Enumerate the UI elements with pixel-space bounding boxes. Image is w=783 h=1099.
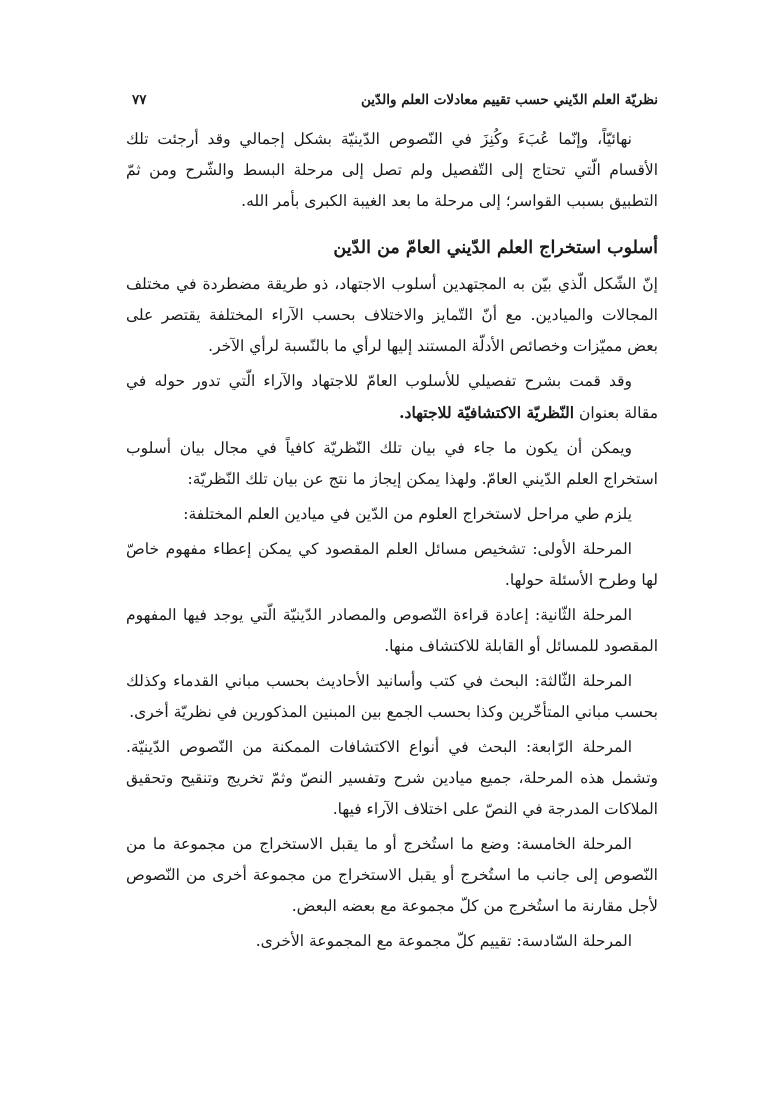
stage-paragraph: المرحلة الخامسة: وضع ما استُخرج أو ما يقبل الاستخراج من مجموعة ما من النّصوص إلى جانب ما استُخرج أو يقبل الاستخراج من مجموعة أخرى من النّصوص لأجل مقارنة ما استُخرج من كلّ مجموعة مع بعضه البعض. — [126, 835, 658, 915]
paragraph — [126, 366, 658, 429]
paragraph-continuation: نهائيّاً، وإنّما عُبَءَ وكُنِزَ في النّصوص الدّينيّة بشكل إجمالي وقد أرجئت تلك الأقسام الّتي تحتاج إلى التّفصيل ولم تصل إلى مرحلة البسط والشّرح ومن ثمّ التطبيق بسبب القواسر؛ إلى مرحلة ما بعد الغيبة الكبرى بأمر الله. — [126, 130, 658, 210]
section-heading: أسلوب استخراج العلم الدّيني العامّ من الدّين — [333, 238, 658, 258]
stage-paragraph: المرحلة الثّانية: إعادة قراءة النّصوص والمصادر الدّينيّة الّتي يوجد فيها المفهوم المقصود للمسائل أو القابلة للاكتشاف منها. — [126, 606, 658, 655]
stage-paragraph: المرحلة الثّالثة: البحث في كتب وأسانيد الأحاديث بحسب مباني القدماء وكذلك بحسب مباني المتأخّرين وكذا بحسب الجمع بين المبنين المذكورين في نظريّة أخرى. — [126, 672, 658, 721]
stage-paragraph: المرحلة الأولى: تشخيص مسائل العلم المقصود كي يمكن إعطاء مفهوم خاصّ لها وطرح الأسئلة حولها. — [126, 540, 658, 589]
page-number: ٧٧ — [132, 92, 147, 108]
paragraph: إنّ الشّكل الّذي بيّن به المجتهدين أسلوب الاجتهاد، ذو طريقة مضطردة في مختلف المجالات والميادين. مع أنّ التّمايز والاختلاف بحسب الآراء المختلفة يقتصر على بعض مميّزات وخصائص الأدلّة المستند إليها لرأي ما بالنّسبة لرأي الآخر. — [126, 275, 658, 355]
stage-paragraph: المرحلة الرّابعة: البحث في أنواع الاكتشافات الممكنة من النّصوص الدّينيّة. وتشمل هذه المرحلة، جميع ميادين شرح وتفسير النصّ وثمّ تخريج وتنقيح وتحقيق الملاكات المدرجة في النصّ على اختلاف الآراء فيها. — [126, 738, 658, 818]
body-text — [126, 124, 658, 961]
stage-paragraph: المرحلة السّادسة: تقييم كلّ مجموعة مع المجموعة الأخرى. — [255, 932, 632, 950]
paragraph: ويمكن أن يكون ما جاء في بيان تلك النّظريّة كافياً في مجال بيان أسلوب استخراج العلم الدّيني العامّ. ولهذا يمكن إيجاز ما نتج عن بيان تلك النّظريّة: — [126, 439, 658, 488]
running-header — [132, 88, 658, 112]
article-title: النّظريّة الاكتشافيّة للاجتهاد. — [399, 403, 575, 422]
paragraph: يلزم طي مراحل لاستخراج العلوم من الدّين في ميادين العلم المختلفة: — [183, 505, 632, 523]
header-title: نظريّة العلم الدّيني حسب تقييم معادلات العلم والدّين — [360, 92, 658, 108]
paragraph-text: وقد قمت بشرح تفصيلي للأسلوب العامّ للاجتهاد والآراء الّتي تدور حوله في مقالة بعنوان — [126, 372, 658, 422]
